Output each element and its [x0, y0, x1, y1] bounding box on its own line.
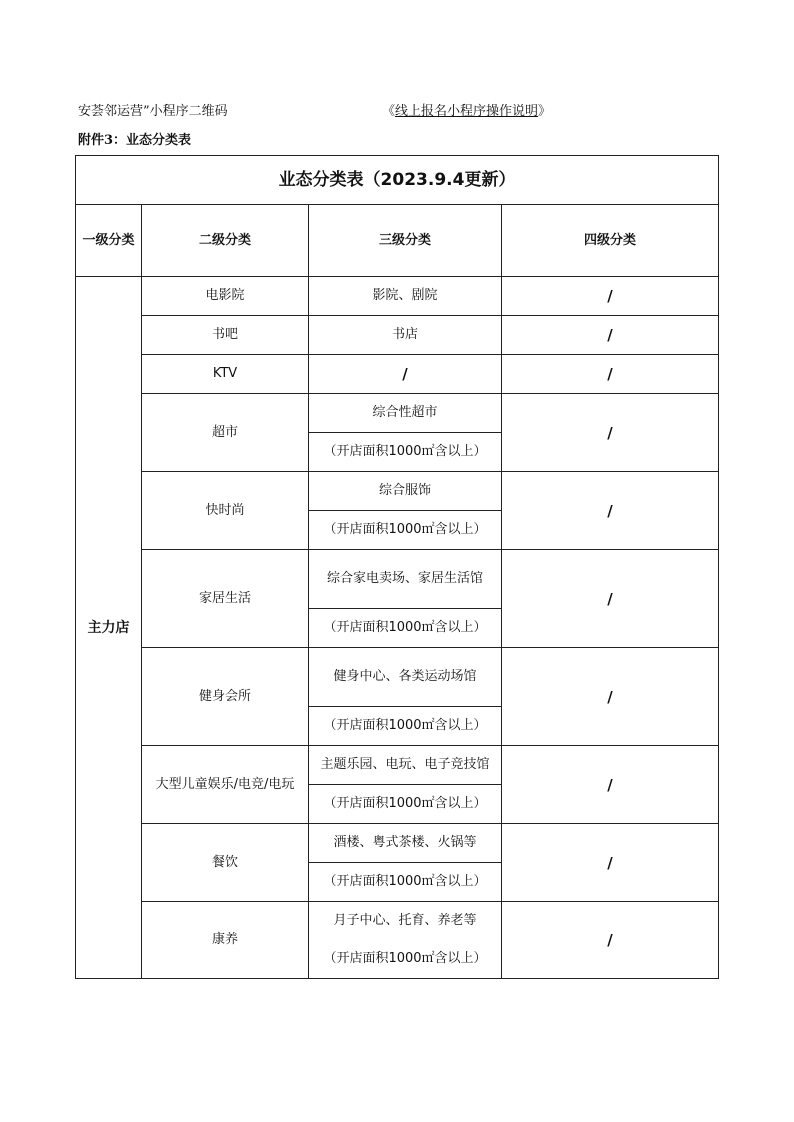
- table-row: [76, 472, 719, 511]
- level2-cell: 超市: [142, 394, 309, 472]
- col-header-level3: 三级分类: [309, 205, 502, 277]
- table-header-row: [76, 205, 719, 277]
- level4-cell: /: [502, 355, 719, 394]
- col-header-level4: 四级分类: [502, 205, 719, 277]
- level2-cell: 家居生活: [142, 550, 309, 648]
- level4-cell: /: [502, 824, 719, 902]
- table-row: [76, 648, 719, 707]
- table-row: [76, 746, 719, 785]
- level3-cell: 综合家电卖场、家居生活馆: [309, 550, 502, 609]
- level3-cell: 影院、剧院: [309, 277, 502, 316]
- area-note-cell: （开店面积1000㎡含以上）: [309, 609, 502, 648]
- level2-cell: 餐饮: [142, 824, 309, 902]
- level2-cell: 电影院: [142, 277, 309, 316]
- level3-cell: 酒楼、粤式茶楼、火锅等: [309, 824, 502, 863]
- qr-code-caption: 安荟邻运营”小程序二维码: [78, 104, 228, 119]
- annex-title: 附件3：业态分类表: [78, 133, 192, 148]
- table-row: [76, 394, 719, 433]
- area-note-cell: （开店面积1000㎡含以上）: [309, 433, 502, 472]
- level4-cell: /: [502, 746, 719, 824]
- level2-cell: 书吧: [142, 316, 309, 355]
- level2-cell: 康养: [142, 902, 309, 979]
- table-row: [76, 355, 719, 394]
- level2-cell: 健身会所: [142, 648, 309, 746]
- level3-cell: /: [309, 355, 502, 394]
- level3-cell: 综合性超市: [309, 394, 502, 433]
- level3-cell: 健身中心、各类运动场馆: [309, 648, 502, 707]
- level3-cell: 书店: [309, 316, 502, 355]
- level2-cell: 快时尚: [142, 472, 309, 550]
- category-table: [75, 155, 719, 979]
- level3-cell: 主题乐园、电玩、电子竞技馆: [309, 746, 502, 785]
- level4-cell: /: [502, 277, 719, 316]
- area-note-cell: （开店面积1000㎡含以上）: [309, 940, 502, 979]
- table-row: [76, 550, 719, 609]
- table-row: [76, 902, 719, 941]
- guide-title: 《线上报名小程序操作说明》: [382, 104, 552, 119]
- area-note-cell: （开店面积1000㎡含以上）: [309, 785, 502, 824]
- guide-link-text[interactable]: 线上报名小程序操作说明: [395, 104, 539, 119]
- table-row: [76, 824, 719, 863]
- area-note-cell: （开店面积1000㎡含以上）: [309, 863, 502, 902]
- level4-cell: /: [502, 648, 719, 746]
- level2-cell: KTV: [142, 355, 309, 394]
- area-note-cell: （开店面积1000㎡含以上）: [309, 511, 502, 550]
- level4-cell: /: [502, 472, 719, 550]
- level4-cell: /: [502, 316, 719, 355]
- level4-cell: /: [502, 394, 719, 472]
- table-row: [76, 277, 719, 316]
- level2-cell: 大型儿童娱乐/电竞/电玩: [142, 746, 309, 824]
- level4-cell: /: [502, 902, 719, 979]
- category-table-container: [75, 155, 718, 979]
- table-title: 业态分类表（2023.9.4更新）: [76, 156, 719, 205]
- level3-cell: 月子中心、托育、养老等: [309, 902, 502, 941]
- table-title-row: [76, 156, 719, 205]
- table-row: [76, 316, 719, 355]
- area-note-cell: （开店面积1000㎡含以上）: [309, 707, 502, 746]
- level1-cell: 主力店: [76, 277, 142, 979]
- col-header-level2: 二级分类: [142, 205, 309, 277]
- col-header-level1: 一级分类: [76, 205, 142, 277]
- level3-cell: 综合服饰: [309, 472, 502, 511]
- level4-cell: /: [502, 550, 719, 648]
